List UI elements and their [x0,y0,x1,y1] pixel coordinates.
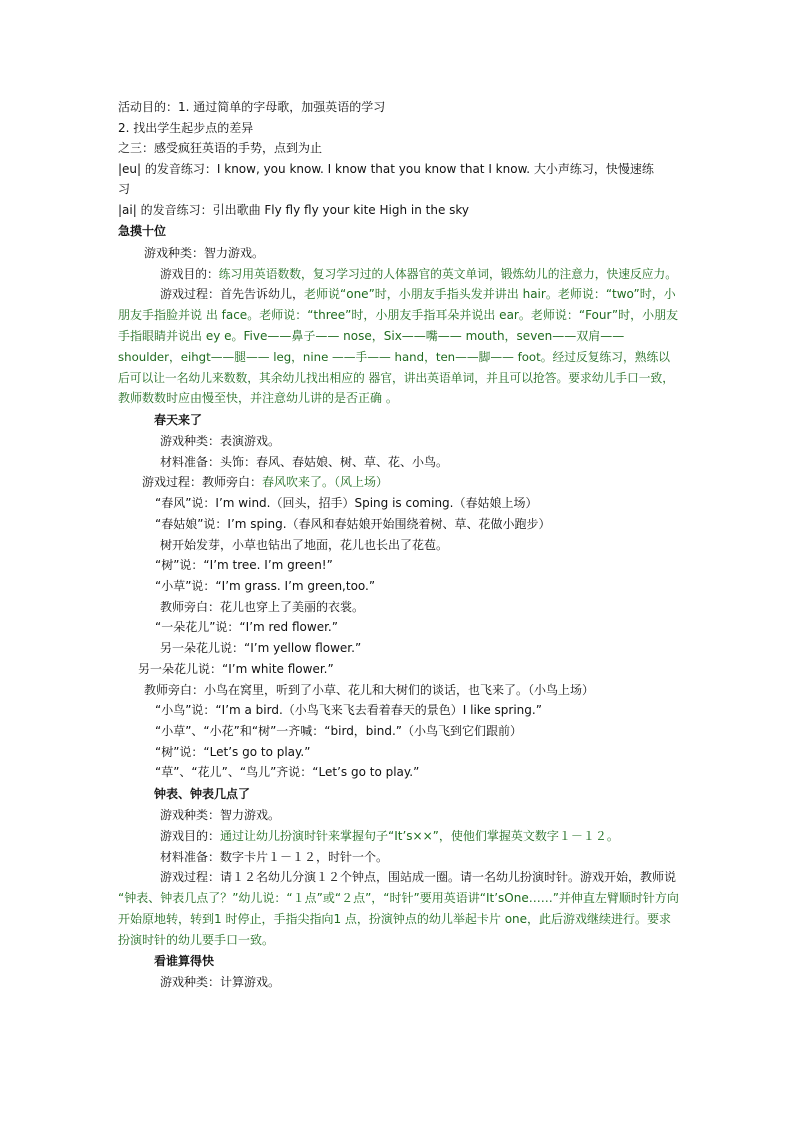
text-line: “草”、“花儿”、“鸟儿”齐说：“Let’s go to play.” [155,765,420,779]
text-line [160,265,677,283]
green-text: 练习用英语数数，复习学习过的人体器官的英文单词，锻炼幼儿的注意力，快速反应力。 [218,267,677,281]
text-line: “小草”、“小花”和“树”一齐喊：“bird，bind.”（小鸟飞到它们跟前） [155,724,523,738]
text-line: 游戏种类：智力游戏。 [160,808,281,822]
text-line: 教师旁白：花儿也穿上了美丽的衣裳。 [160,600,365,614]
text-line: 之三：感受疯狂英语的手势，点到为止 [118,141,323,155]
text-line: 树开始发芽，小草也钻出了地面，花儿也长出了花苞。 [160,538,449,552]
text-line: 游戏种类：智力游戏。 [144,246,265,260]
text-line: 材料准备：数字卡片１－１２，时针一个。 [160,850,389,864]
text-line: 游戏种类：表演游戏。 [160,434,281,448]
label: 游戏目的： [160,829,221,843]
text-line: 教师旁白：小鸟在窝里，听到了小草、花儿和大树们的谈话，也飞来了。（小鸟上场） [144,683,595,697]
section-heading: 看谁算得快 [154,954,215,968]
text-line [160,285,676,303]
green-text: 春风吹来了。（风上场） [262,475,389,489]
text-line: 活动目的：1. 通过简单的字母歌，加强英语的学习 [118,100,386,114]
label: 游戏目的： [160,267,219,281]
text-line: 游戏种类：计算游戏。 [160,975,281,989]
text-line: 游戏过程：请１２名幼儿分演１２个钟点，围站成一圈。请一名幼儿扮演时针。游戏开始，教师说 [160,870,677,884]
text-line [142,473,388,491]
text-line: 教师数数时应由慢至快，并注意幼儿讲的是否正确 。 [118,391,398,405]
text-line: 2. 找出学生起步点的差异 [118,121,254,135]
text-line: 朋友手指脸并说 出 face。老师说：“three”时，小朋友手指耳朵并说出 ear。老师说：“Four”时，小朋友 [118,308,679,322]
text-line: 另一朵花儿说：“I’m white flower.” [138,662,334,676]
section-heading: 急摸十位 [118,224,167,238]
text-line: “一朵花儿”说：“I’m red flower.” [155,620,338,634]
text-line: 扮演时针的幼儿要手口一致。 [118,933,275,947]
label: 游戏过程：首先告诉幼儿， [160,287,305,301]
text-line: |eu| 的发音练习：I know, you know. I know that you know that I know. 大小声练习，快慢速练 [118,162,654,176]
text-line: 后可以让一名幼儿来数数，其余幼儿找出相应的 器官，讲出英语单词，并且可以抢答。要求幼儿手口一致， [118,371,674,385]
text-line: “树”说：“Let’s go to play.” [155,745,311,759]
text-line: shoulder，eihgt——腿—— leg，nine ——手—— hand，ten——脚—— foot。经过反复练习，熟练以 [118,350,670,364]
label: 游戏过程：教师旁白： [142,475,263,489]
text-line: |ai| 的发音练习：引出歌曲 Fly fly fly your kite High in the sky [118,203,470,217]
green-text: 通过让幼儿扮演时针来掌握句子“It’s××”，使他们掌握英文数字１－１２。 [220,829,619,843]
text-line: “春风”说：I’m wind.（回头，招手）Sping is coming.（春姑娘上场） [155,496,538,510]
section-heading: 春天来了 [154,413,203,427]
text-line [160,827,619,845]
green-text: 老师说“one”时，小朋友手指头发并讲出 hair。老师说：“two”时，小 [304,287,676,301]
text-line: 开始原地转，转到1 时停止，手指尖指向1 点，扮演钟点的幼儿举起卡片 one，此后游戏继续进行。要求 [118,912,672,926]
text-line: “树”说：“I’m tree. I’m green!” [155,558,333,572]
text-line: “小草”说：“I’m grass. I’m green,too.” [155,579,376,593]
text-line: “小鸟”说：“I’m a bird.（小鸟飞来飞去看着春天的景色）I like spring.” [155,703,542,717]
text-line: “钟表、钟表几点了？”幼儿说：“１点”或“２点”，“时针”要用英语讲“It’sOne……”并伸直左臂顺时针方向 [118,891,679,905]
text-line: 材料准备：头饰：春风、春姑娘、树、草、花、小鸟。 [160,455,449,469]
text-line: 手指眼睛并说出 ey e。Five——鼻子—— nose，Six——嘴—— mouth，seven——双肩—— [118,329,625,343]
section-heading: 钟表、钟表几点了 [154,787,251,801]
text-line: 习 [118,182,131,196]
text-line: “春姑娘”说：I’m sping.（春风和春姑娘开始围绕着树、草、花做小跑步） [155,517,551,531]
text-line: 另一朵花儿说：“I’m yellow flower.” [160,641,362,655]
